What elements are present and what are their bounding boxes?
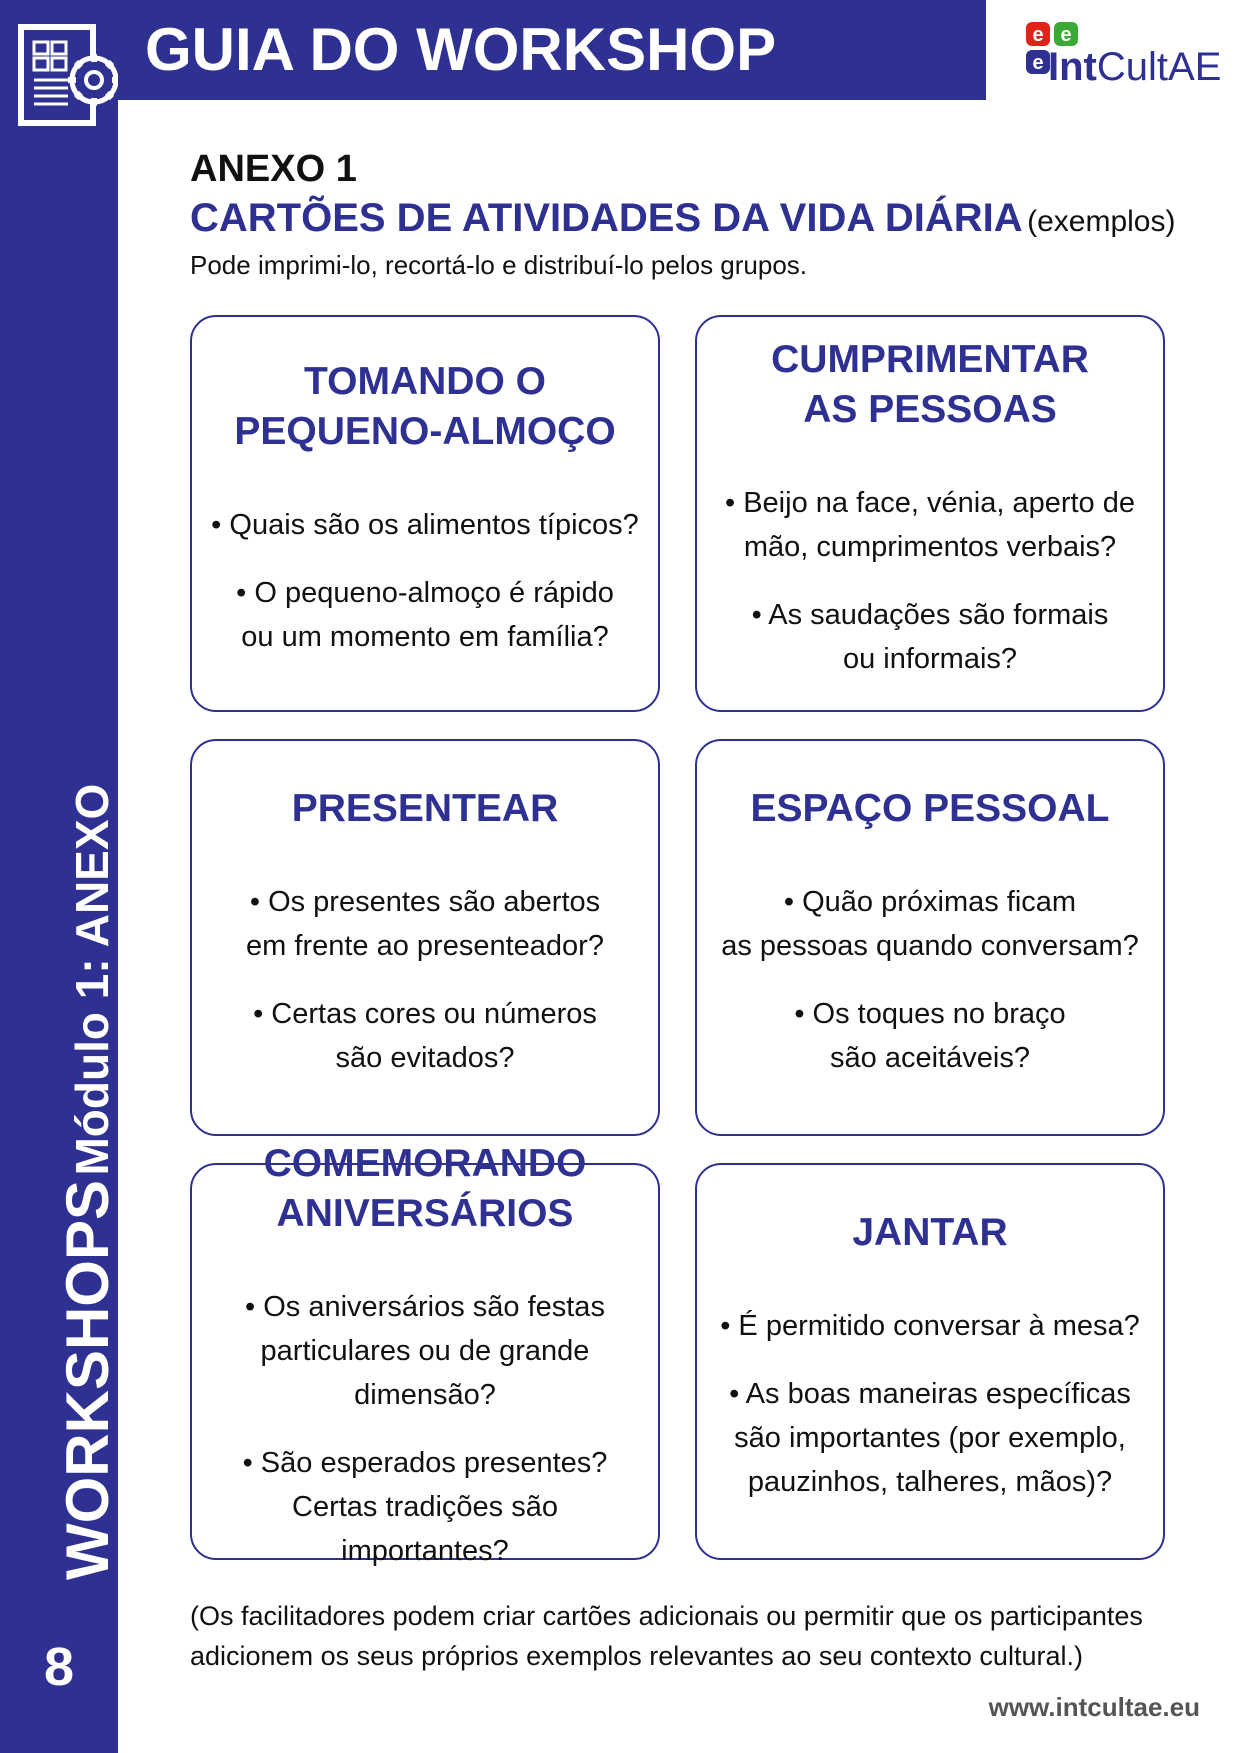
card-bullet: • As boas maneiras específicas são importantes (por exemplo, pauzinhos, talheres, mãos)? (729, 1377, 1131, 1498)
svg-text:e: e (1060, 24, 1072, 46)
card-title: CUMPRIMENTAR AS PESSOAS (771, 337, 1089, 431)
logo-text (1048, 42, 1221, 92)
header-title: GUIA DO WORKSHOP (145, 16, 777, 83)
page-title (190, 196, 1175, 241)
instructions: Pode imprimi-lo, recortá-lo e distribuí-lo pelos grupos. (190, 250, 808, 280)
document-gear-icon (18, 24, 118, 128)
website-link[interactable]: www.intcultae.eu (988, 1692, 1200, 1722)
card-bullet: • Os aniversários são festas particulares ou de grande dimensão? (245, 1290, 605, 1411)
card-bullet: • O pequeno-almoço é rápido ou um momento em família? (236, 576, 614, 653)
footer-note: (Os facilitadores podem criar cartões adicionais ou permitir que os participantes adicionem os seus próprios exemplos relevantes ao seu contexto cultural.) (190, 1601, 1143, 1671)
sidebar-label-module: Módulo 1: ANEXO (66, 783, 118, 1176)
page-title-note: (exemplos) (1027, 205, 1176, 238)
card-dinner (695, 1163, 1165, 1560)
svg-text:e: e (1032, 24, 1044, 46)
card-bullet: • Quão próximas ficam as pessoas quando conversam? (721, 885, 1139, 962)
card-bullet: • Beijo na face, vénia, aperto de mão, cumprimentos verbais? (725, 486, 1135, 563)
card-greeting (695, 315, 1165, 712)
annex-label: ANEXO 1 (190, 148, 357, 190)
card-gifts (190, 739, 660, 1136)
card-title: COMEMORANDO ANIVERSÁRIOS (263, 1141, 587, 1235)
svg-text:e: e (1032, 52, 1044, 74)
card-bullet: • Quais são os alimentos típicos? (211, 508, 639, 541)
page-number: 8 (43, 1637, 75, 1697)
logo-text-rest: Cult (1096, 45, 1169, 89)
card-birthdays (190, 1141, 660, 1567)
card-title: ESPAÇO PESSOAL (750, 786, 1110, 830)
sidebar-label-workshops: WORKSHOPS (54, 1179, 121, 1580)
card-bullet: • As saudações são formais ou informais? (751, 598, 1109, 675)
card-title: JANTAR (852, 1210, 1008, 1254)
logo-text-thin: AE (1168, 45, 1222, 89)
sidebar-label (54, 783, 134, 1580)
card-bullet: • São esperados presentes? Certas tradições são importantes? (242, 1446, 608, 1567)
card-bullet: • Certas cores ou números são evitados? (253, 997, 597, 1074)
card-personal-space (695, 739, 1165, 1136)
logo-text-bold: Int (1048, 45, 1097, 89)
page-title-main: CARTÕES DE ATIVIDADES DA VIDA DIÁRIA (190, 196, 1023, 240)
card-bullet: • Os toques no braço são aceitáveis? (794, 997, 1066, 1074)
card-breakfast (190, 315, 660, 712)
card-title: PRESENTEAR (291, 786, 559, 830)
card-title: TOMANDO O PEQUENO-ALMOÇO (234, 359, 616, 453)
card-bullet: • Os presentes são abertos em frente ao presenteador? (246, 885, 604, 962)
card-bullet: • É permitido conversar à mesa? (720, 1309, 1140, 1342)
